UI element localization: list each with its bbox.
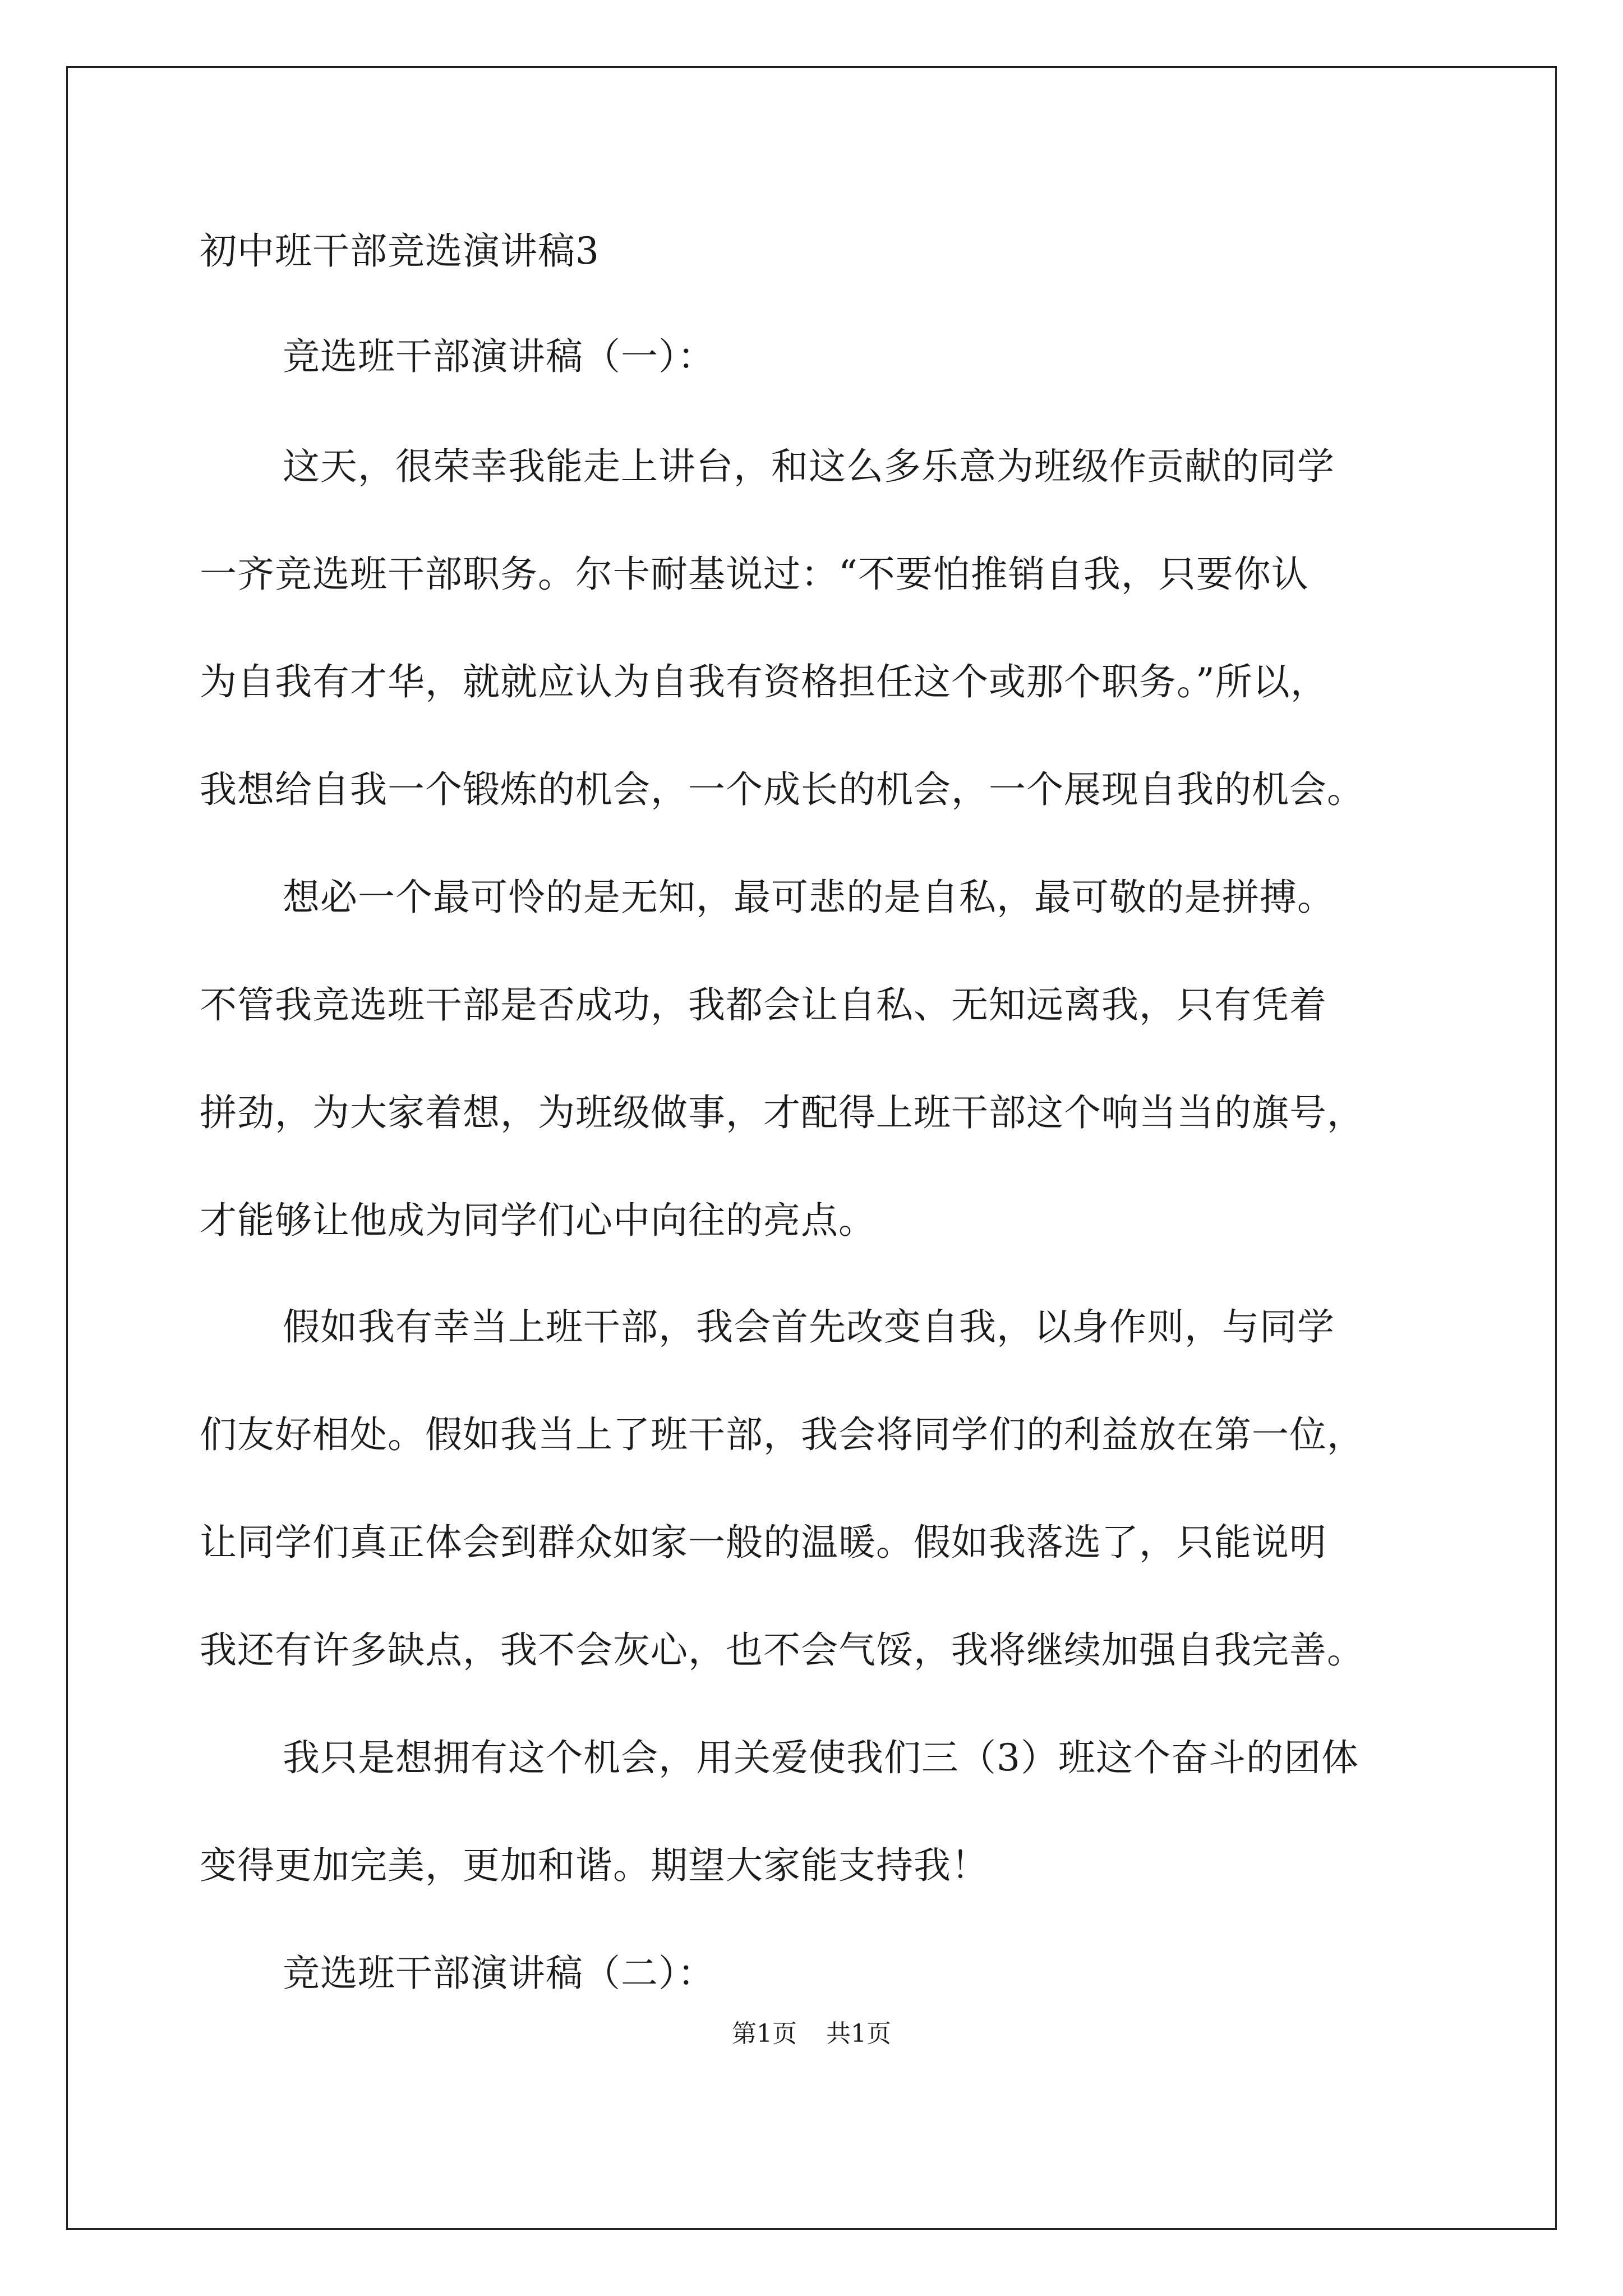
paragraph-line: 想必一个最可怜的是无知，最可悲的是自私，最可敬的是拼搏。 <box>283 876 1335 919</box>
paragraph-line: 不管我竞选班干部是否成功，我都会让自私、无知远离我，只有凭着 <box>200 983 1327 1027</box>
paragraph-line: 变得更加完美，更加和谐。期望大家能支持我！ <box>200 1844 989 1887</box>
paragraph-line: 这天，很荣幸我能走上讲台，和这么多乐意为班级作贡献的同学 <box>283 445 1335 488</box>
page-border <box>66 66 1557 2230</box>
page-footer <box>0 2018 1623 2050</box>
paragraph-line: 才能够让他成为同学们心中向往的亮点。 <box>200 1199 876 1242</box>
section-heading-two: 竞选班干部演讲稿（二）： <box>283 1952 715 1995</box>
paragraph-line: 们友好相处。假如我当上了班干部，我会将同学们的利益放在第一位， <box>200 1413 1364 1456</box>
page-number: 第1页 <box>732 2019 797 2048</box>
paragraph-line: 假如我有幸当上班干部，我会首先改变自我，以身作则，与同学 <box>283 1305 1335 1349</box>
paragraph-line: 我还有许多缺点，我不会灰心，也不会气馁，我将继续加强自我完善。 <box>200 1628 1364 1672</box>
paragraph-line: 我只是想拥有这个机会，用关爱使我们三（3）班这个奋斗的团体 <box>283 1736 1359 1779</box>
paragraph-line: 我想给自我一个锻炼的机会，一个成长的机会，一个展现自我的机会。 <box>200 768 1364 811</box>
page-total: 共1页 <box>826 2019 891 2048</box>
paragraph-line: 一齐竞选班干部职务。尔卡耐基说过：“不要怕推销自我，只要你认 <box>200 553 1309 596</box>
paragraph-line: 为自我有才华，就就应认为自我有资格担任这个或那个职务。”所以， <box>200 660 1328 703</box>
paragraph-line: 让同学们真正体会到群众如家一般的温暖。假如我落选了，只能说明 <box>200 1521 1327 1564</box>
section-heading-one: 竞选班干部演讲稿（一）： <box>283 335 715 378</box>
paragraph-line: 拼劲，为大家着想，为班级做事，才配得上班干部这个响当当的旗号， <box>200 1091 1364 1134</box>
document-title: 初中班干部竞选演讲稿3 <box>200 229 600 273</box>
